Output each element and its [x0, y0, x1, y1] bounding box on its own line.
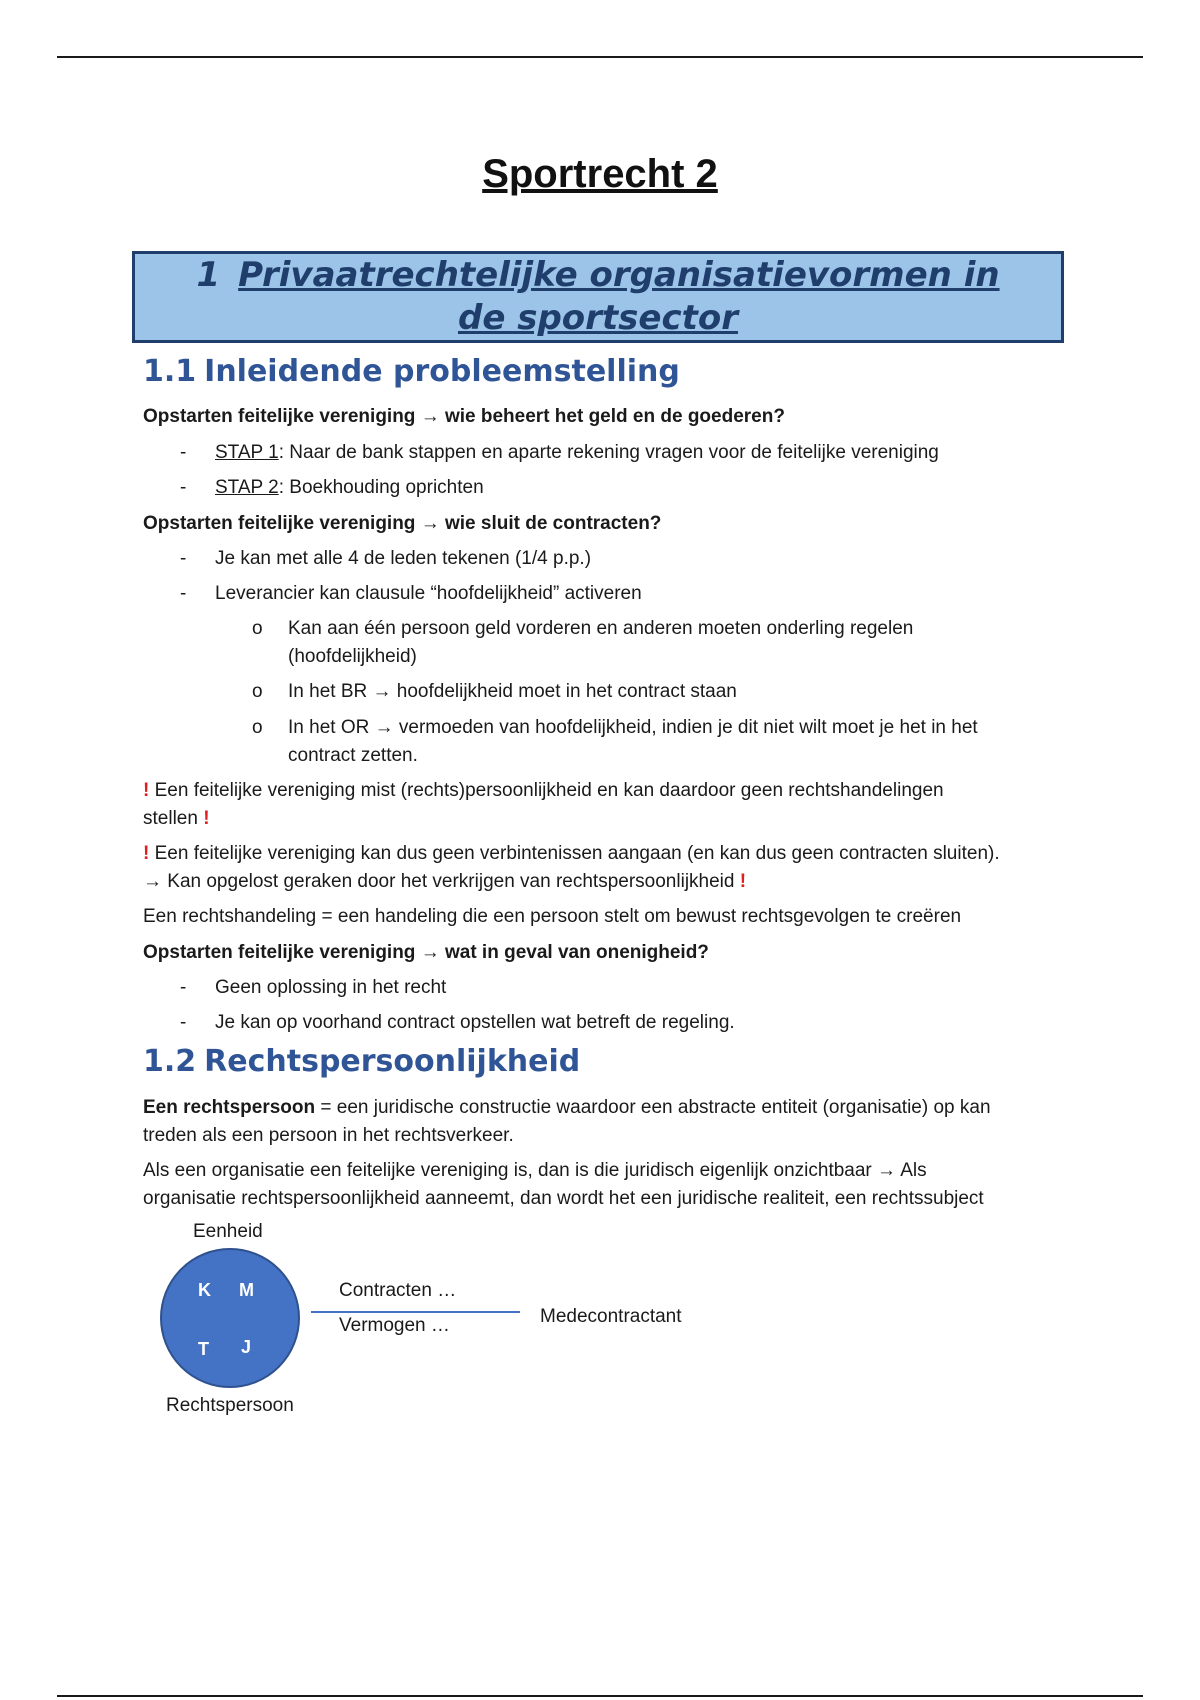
section-number: 1.2	[143, 1044, 197, 1079]
diagram-label-unity: Eenheid	[193, 1221, 263, 1242]
footer-rule	[57, 1695, 1143, 1697]
member-letter: J	[241, 1337, 252, 1357]
list-item: Je kan met alle 4 de leden tekenen (1/4 p.p.)	[215, 548, 592, 569]
circle-bullet: o	[252, 717, 263, 738]
note-legal-personality-cont: stellen !	[143, 808, 210, 829]
dash-bullet: -	[180, 548, 187, 569]
sub-list-item-cont: contract zetten.	[288, 745, 418, 766]
legal-person-definition-cont: treden als een persoon in het rechtsverkeer.	[143, 1125, 514, 1146]
sub-list-item: In het BR → hoofdelijkheid moet in het contract staan	[288, 681, 737, 702]
chapter-heading-box	[132, 251, 1064, 343]
dash-bullet: -	[180, 1012, 187, 1033]
member-letter: K	[198, 1280, 211, 1300]
sub-list-item-cont: (hoofdelijkheid)	[288, 646, 417, 667]
question-heading-disagreement: Opstarten feitelijke vereniging → wat in geval van onenigheid?	[143, 942, 709, 963]
list-item: Je kan op voorhand contract opstellen wat betreft de regeling.	[215, 1012, 735, 1033]
dash-bullet: -	[180, 583, 187, 604]
paragraph-organisation: Als een organisatie een feitelijke vereniging is, dan is die juridisch eigenlijk onzichtbaar → Als	[143, 1160, 927, 1181]
dash-bullet: -	[180, 442, 187, 463]
section-heading-1-2	[143, 1044, 580, 1079]
dash-bullet: -	[180, 977, 187, 998]
note-legal-personality: ! Een feitelijke vereniging mist (rechts)persoonlijkheid en kan daardoor geen rechtshandelingen	[143, 780, 944, 801]
diagram-label-legal-person: Rechtspersoon	[166, 1395, 294, 1416]
section-number: 1.1	[143, 354, 197, 389]
sub-list-item: In het OR → vermoeden van hoofdelijkheid, indien je dit niet wilt moet je het in het	[288, 717, 978, 738]
document-title: Sportrecht 2	[482, 152, 718, 196]
section-title: Inleidende probleemstelling	[204, 354, 680, 389]
sub-list-item: Kan aan één persoon geld vorderen en anderen moeten onderling regelen	[288, 618, 914, 639]
section-title: Rechtspersoonlijkheid	[204, 1044, 581, 1079]
legal-person-definition: Een rechtspersoon = een juridische constructie waardoor een abstracte entiteit (organisatie) op kan	[143, 1097, 991, 1118]
question-heading-contracts: Opstarten feitelijke vereniging → wie sluit de contracten?	[143, 513, 662, 534]
chapter-number: 1	[196, 255, 221, 295]
legal-person-circle	[160, 1248, 300, 1388]
paragraph-organisation-cont: organisatie rechtspersoonlijkheid aanneemt, dan wordt het een juridische realiteit, een rechtssubject	[143, 1188, 984, 1209]
list-item: STAP 1: Naar de bank stappen en aparte rekening vragen voor de feitelijke vereniging	[215, 442, 939, 463]
diagram-label-assets: Vermogen …	[339, 1315, 450, 1336]
section-heading-1-1	[143, 354, 680, 389]
chapter-title-line1: Privaatrechtelijke organisatievormen in	[238, 255, 1000, 295]
question-heading-money: Opstarten feitelijke vereniging → wie beheert het geld en de goederen?	[143, 406, 785, 427]
circle-bullet: o	[252, 681, 263, 702]
member-letter: T	[198, 1339, 209, 1359]
diagram-label-counterparty: Medecontractant	[540, 1306, 682, 1327]
list-item: Leverancier kan clausule “hoofdelijkheid” activeren	[215, 583, 642, 604]
diagram-label-contracts: Contracten …	[339, 1280, 457, 1301]
note-obligations: ! Een feitelijke vereniging kan dus geen verbintenissen aangaan (en kan dus geen contracten sluiten).	[143, 843, 1000, 864]
circle-bullet: o	[252, 618, 263, 639]
list-item: Geen oplossing in het recht	[215, 977, 447, 998]
definition-legal-act: Een rechtshandeling = een handeling die een persoon stelt om bewust rechtsgevolgen te creëren	[143, 906, 962, 927]
chapter-title-line2: de sportsector	[457, 298, 739, 338]
header-rule	[57, 56, 1143, 58]
list-item: STAP 2: Boekhouding oprichten	[215, 477, 484, 498]
dash-bullet: -	[180, 477, 187, 498]
chapter-heading	[196, 254, 999, 340]
connector-line	[311, 1311, 520, 1313]
member-letter: M	[239, 1280, 254, 1300]
note-obligations-cont: → Kan opgelost geraken door het verkrijgen van rechtspersoonlijkheid !	[143, 871, 747, 892]
